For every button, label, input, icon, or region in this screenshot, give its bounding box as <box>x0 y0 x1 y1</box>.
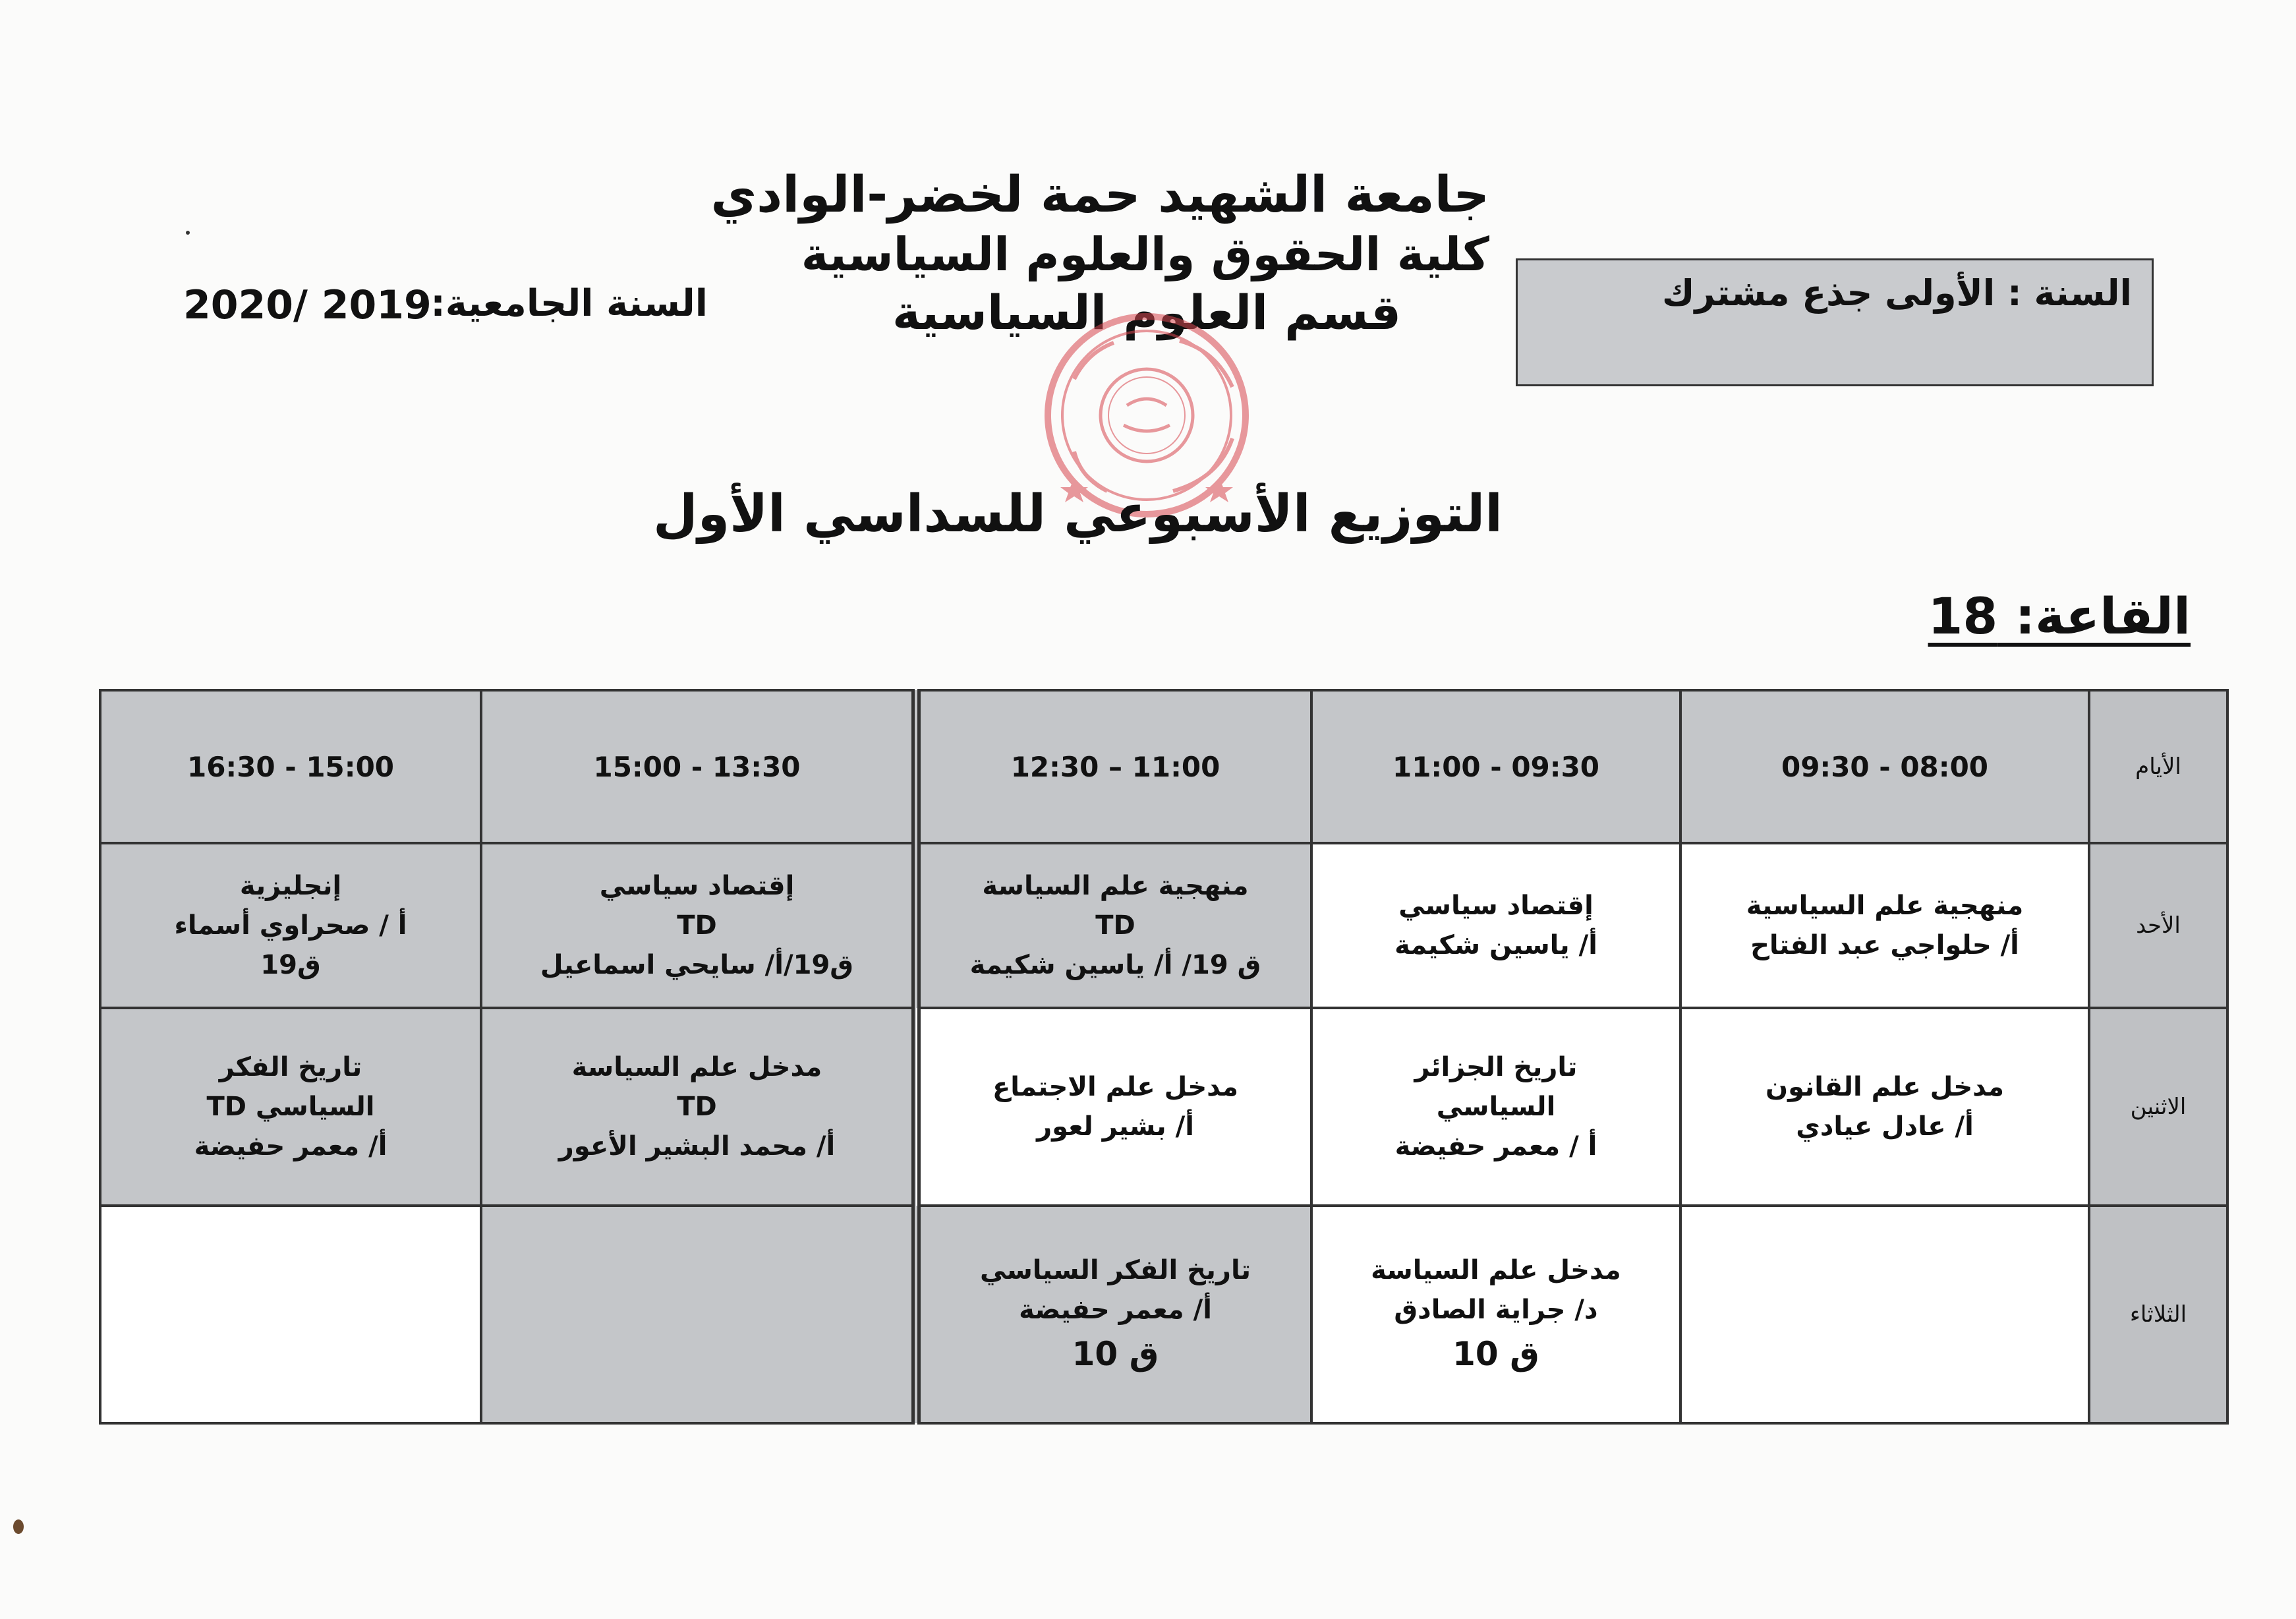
schedule-cell <box>1311 843 1680 1008</box>
time-slot-header: 11:00 - 09:30 <box>1311 690 1680 843</box>
course-name: مدخل علم الاجتماع <box>992 1072 1239 1102</box>
days-header-cell: الأيام <box>2089 690 2227 843</box>
year-level-text: السنة : الأولى جذع مشترك <box>1661 272 2132 314</box>
schedule-cell <box>481 1008 916 1206</box>
course-name-cont: السياسي <box>1436 1092 1556 1122</box>
day-label: الثلاثاء <box>2089 1206 2227 1423</box>
schedule-cell <box>916 843 1311 1008</box>
schedule-cell <box>916 1206 1311 1423</box>
schedule-cell <box>481 843 916 1008</box>
schedule-cell <box>1680 843 2089 1008</box>
instructor: أ/ ياسين شكيمة <box>1394 930 1597 960</box>
schedule-title: التوزيع الأسبوعي للسداسي الأول <box>652 485 1503 544</box>
schedule-cell-empty <box>100 1206 481 1423</box>
instructor: أ/ بشير لعور <box>1037 1111 1194 1142</box>
room-instructor: ق19/أ/ سايحي اسماعيل <box>540 950 854 980</box>
schedule-cell <box>1311 1008 1680 1206</box>
course-name: إنجليزية <box>239 871 342 901</box>
instructor: أ / معمر حفيضة <box>1394 1131 1597 1162</box>
room-instructor: ق 19/ أ/ ياسين شكيمة <box>969 950 1261 980</box>
table-row <box>100 1008 2227 1206</box>
university-name: جامعة الشهيد حمة لخضر-الوادي <box>710 165 1489 223</box>
course-name: مدخل علم القانون <box>1765 1072 2005 1102</box>
scan-speck <box>13 1519 24 1534</box>
hall-number: القاعة: 18 <box>1928 587 2191 645</box>
room: ق19 <box>260 950 321 980</box>
schedule-cell <box>916 1008 1311 1206</box>
day-label: الاثنين <box>2089 1008 2227 1206</box>
course-name: تاريخ الفكر السياسي <box>979 1254 1251 1285</box>
time-slot-header: 15:00 - 13:30 <box>481 690 916 843</box>
instructor: أ/ معمر حفيضة <box>1019 1294 1212 1325</box>
instructor: أ/ عادل عيادي <box>1796 1111 1974 1142</box>
course-name: إقتصاد سياسي <box>599 871 795 901</box>
faculty-name: كلية الحقوق والعلوم السياسية <box>801 227 1489 281</box>
session-type: TD <box>677 1092 717 1122</box>
course-name: منهجية علم السياسية <box>1746 891 2024 921</box>
scan-speck <box>186 231 190 235</box>
academic-year-label: السنة الجامعية: <box>430 282 708 325</box>
session-type: TD <box>677 910 717 941</box>
session-type: TD <box>1095 910 1135 941</box>
department-name: قسم العلوم السياسية <box>892 285 1401 340</box>
instructor: د/ جراية الصادق <box>1394 1294 1598 1325</box>
course-name: مدخل علم السياسة <box>1371 1254 1621 1285</box>
course-name: تاريخ الجزائر <box>1414 1052 1578 1082</box>
schedule-cell-empty <box>481 1206 916 1423</box>
instructor: أ / صحراوي أسماء <box>174 910 407 941</box>
time-slot-header: 12:30 – 11:00 <box>916 690 1311 843</box>
schedule-cell <box>1311 1206 1680 1423</box>
schedule-cell <box>100 843 481 1008</box>
room: ق 10 <box>1452 1334 1539 1373</box>
course-name: إقتصاد سياسي <box>1398 891 1593 921</box>
schedule-cell <box>1680 1008 2089 1206</box>
table-row <box>100 843 2227 1008</box>
course-name: مدخل علم السياسة <box>571 1052 822 1082</box>
table-row <box>100 1206 2227 1423</box>
year-level-box <box>1516 258 2154 386</box>
instructor: أ/ معمر حفيضة <box>194 1131 387 1162</box>
course-name: تاريخ الفكر <box>219 1052 362 1082</box>
weekly-schedule-table <box>99 689 2229 1425</box>
schedule-cell-empty <box>1680 1206 2089 1423</box>
day-label: الأحد <box>2089 843 2227 1008</box>
time-slot-header: 09:30 - 08:00 <box>1680 690 2089 843</box>
time-slot-header: 16:30 - 15:00 <box>100 690 481 843</box>
course-name: منهجية علم السياسة <box>982 871 1249 901</box>
academic-year-value: 2020/ 2019 <box>183 282 432 328</box>
instructor: أ/ حلواجي عبد الفتاح <box>1750 930 2019 960</box>
instructor: أ/ محمد البشير الأعور <box>558 1131 836 1162</box>
schedule-cell <box>100 1008 481 1206</box>
room: ق 10 <box>1072 1334 1159 1373</box>
course-name-cont: السياسي TD <box>206 1092 375 1122</box>
